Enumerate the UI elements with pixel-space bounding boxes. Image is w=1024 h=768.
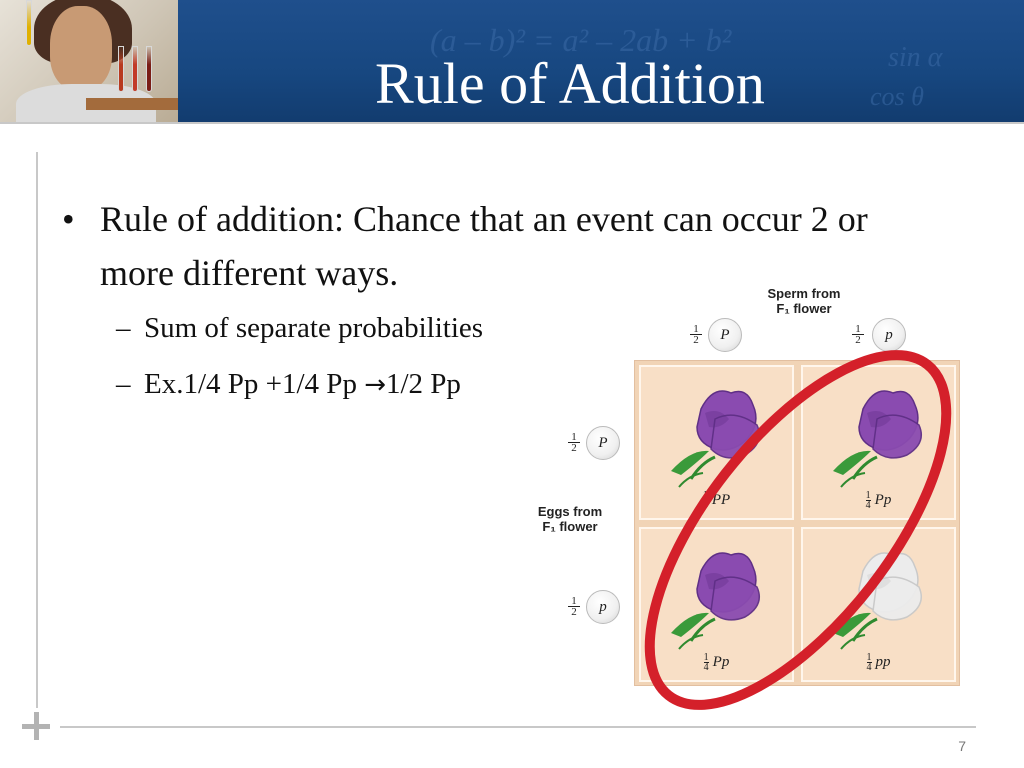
slide-title: Rule of Addition xyxy=(375,51,765,116)
test-tube-icon xyxy=(118,46,124,92)
allele-circle: p xyxy=(872,318,906,352)
cell-genotype: $\frac{1}{4}$ pp xyxy=(866,652,891,673)
sub-bullet-item xyxy=(116,368,461,401)
test-tube-icon xyxy=(26,0,32,46)
plus-icon xyxy=(22,712,50,740)
slide-header xyxy=(0,0,1024,124)
formula-line: cos θ xyxy=(870,82,924,111)
allele-circle: P xyxy=(708,318,742,352)
page-number: 7 xyxy=(958,738,966,754)
sub-bullet-text: Sum of separate probabilities xyxy=(144,312,484,344)
test-tube-rack xyxy=(86,98,178,110)
left-rule xyxy=(36,152,38,708)
sperm-label-line: Sperm from xyxy=(767,286,841,301)
formula-line: sin α xyxy=(888,42,943,73)
dash-marker: – xyxy=(116,368,131,400)
sperm-label xyxy=(748,286,860,316)
arrow-icon: → xyxy=(364,370,386,400)
allele-fraction: $\frac{1}{2}$ xyxy=(852,324,864,345)
allele-circle: p xyxy=(586,590,620,624)
bullet-text: Rule of addition: Chance that an event can occur 2 or more different ways. xyxy=(100,199,868,293)
sub-bullet-item xyxy=(116,312,483,345)
punnett-square-figure xyxy=(520,280,990,710)
allele-fraction: $\frac{1}{2}$ xyxy=(568,432,580,453)
eggs-label-line: Eggs from xyxy=(537,504,603,519)
allele-fraction: $\frac{1}{2}$ xyxy=(690,324,702,345)
cell-genotype: $\frac{1}{4}$ Pp xyxy=(703,652,730,673)
dash-marker: – xyxy=(116,312,131,344)
bullet-dot: • xyxy=(62,199,75,239)
allele-circle: P xyxy=(586,426,620,460)
allele-fraction: $\frac{1}{2}$ xyxy=(568,596,580,617)
bottom-rule xyxy=(60,726,976,728)
cell-genotype: $\frac{1}{4}$ PP xyxy=(702,490,731,511)
test-tube-icon xyxy=(132,46,138,92)
cell-genotype: $\frac{1}{4}$ Pp xyxy=(865,490,892,511)
scientist-photo xyxy=(0,0,178,124)
formula-line: (a – b)² = a² – 2ab + b² xyxy=(430,22,732,58)
photo-face xyxy=(50,6,112,90)
eggs-label-line: F₁ flower xyxy=(542,519,598,534)
sub-bullet-text: Ex.1/4 Pp +1/4 Pp xyxy=(144,368,365,400)
test-tube-icon xyxy=(146,46,152,92)
eggs-label xyxy=(520,504,620,534)
highlight-ellipse xyxy=(628,350,968,710)
sub-bullet-result: 1/2 Pp xyxy=(386,368,461,400)
sperm-label-line: F₁ flower xyxy=(776,301,832,316)
